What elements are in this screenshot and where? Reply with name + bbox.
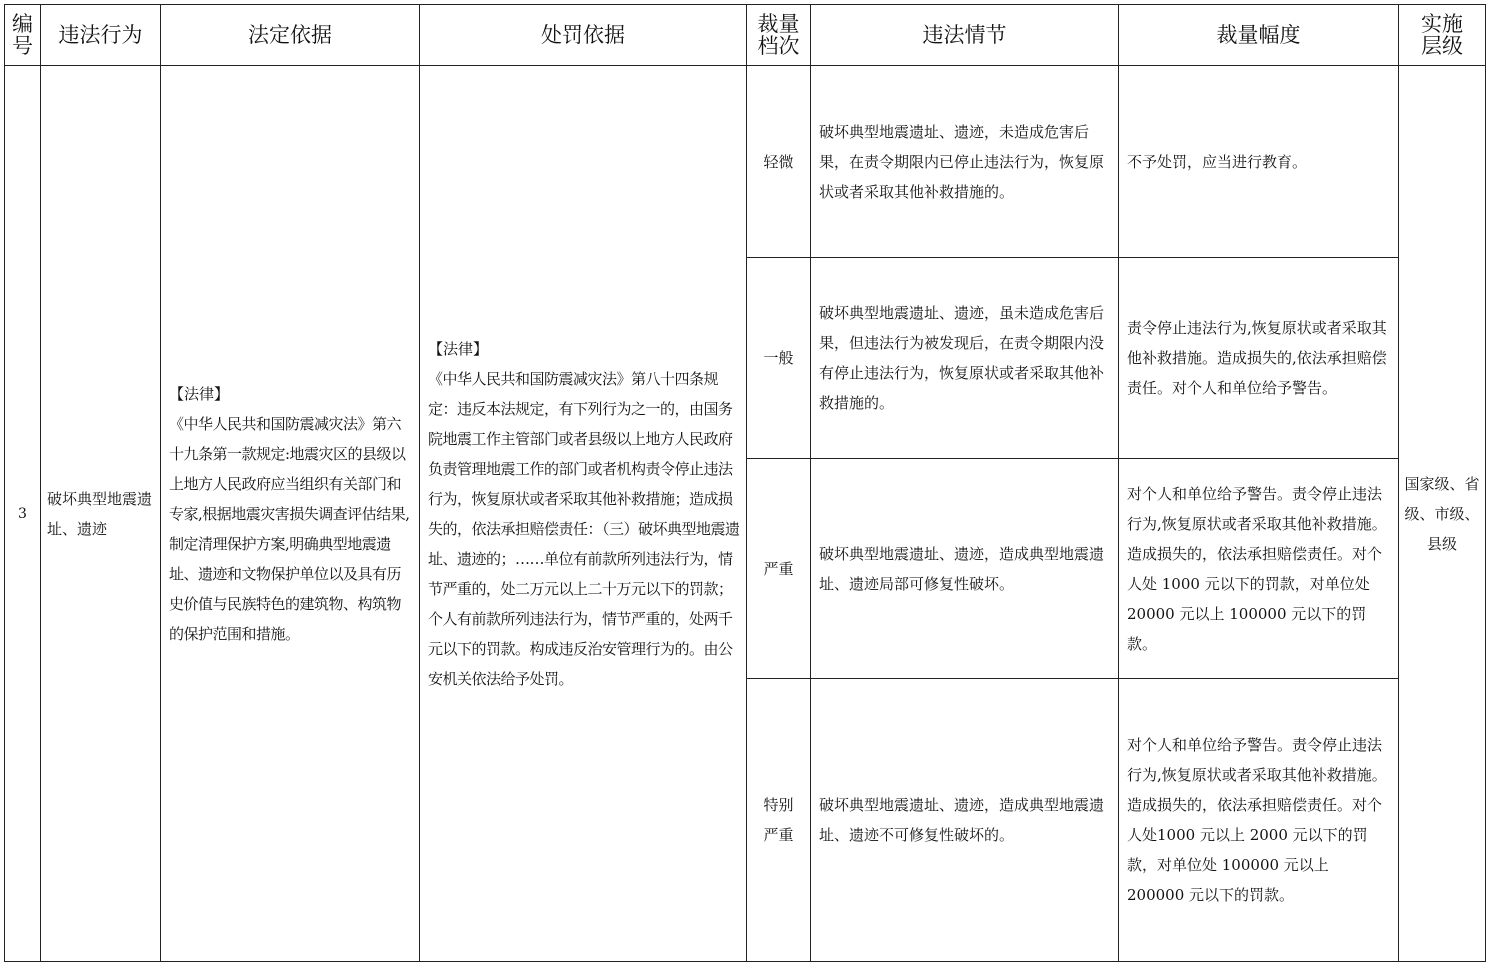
tier-circumstance: 破坏典型地震遗址、遗迹，造成典型地震遗址、遗迹不可修复性破坏的。 (811, 679, 1119, 962)
penalty-basis (420, 66, 747, 962)
legal-basis-text: 《中华人民共和国防震减灾法》第六十九条第一款规定:地震灾区的县级以上地方人民政府应当组织有关部门和专家,根据地震灾害损失调查评估结果,制定清理保护方案,明确典型地震遗址、遗迹和文物保护单位以及具有历史价值与民族特色的建筑物、构筑物的保护范围和措施。 (169, 414, 410, 643)
tier-level: 一般 (747, 258, 811, 459)
header-row (5, 5, 1486, 66)
penalty-basis-tag: 【法律】 (428, 339, 489, 358)
tier-level: 特别严重 (747, 679, 811, 962)
legal-basis-tag: 【法律】 (169, 384, 230, 403)
header-impl: 实施层级 (1399, 5, 1486, 66)
header-num: 编号 (5, 5, 41, 66)
penalty-basis-text: 《中华人民共和国防震减灾法》第八十四条规定：违反本法规定，有下列行为之一的，由国务院地震工作主管部门或者县级以上地方人民政府负责管理地震工作的部门或者机构责令停止违法行为，恢复原状或者采取其他补救措施；造成损失的，依法承担赔偿责任：（三）破坏典型地震遗址、遗迹的；……单位有前款所列违法行为，情节严重的，处二万元以上二十万元以下的罚款；个人有前款所列违法行为，情节严重的，处两千元以下的罚款。构成违反治安管理行为的。由公安机关依法给予处罚。 (428, 369, 740, 688)
tier-range: 对个人和单位给予警告。责令停止违法行为,恢复原状或者采取其他补救措施。造成损失的，依法承担赔偿责任。对个人处1000 元以上 2000 元以下的罚款，对单位处 100000 元以上 200000 元以下的罚款。 (1119, 679, 1399, 962)
header-legal-basis: 法定依据 (161, 5, 420, 66)
header-act: 违法行为 (41, 5, 161, 66)
tier-circumstance: 破坏典型地震遗址、遗迹，未造成危害后果，在责令期限内已停止违法行为，恢复原状或者采取其他补救措施的。 (811, 66, 1119, 258)
tier-range: 责令停止违法行为,恢复原状或者采取其他补救措施。造成损失的,依法承担赔偿责任。对个人和单位给予警告。 (1119, 258, 1399, 459)
tier-level: 轻微 (747, 66, 811, 258)
discretion-table (4, 4, 1486, 962)
legal-basis (161, 66, 420, 962)
header-circumstance: 违法情节 (811, 5, 1119, 66)
impl-level: 国家级、省级、市级、县级 (1399, 66, 1486, 962)
tier-circumstance: 破坏典型地震遗址、遗迹，虽未造成危害后果，但违法行为被发现后，在责令期限内没有停止违法行为，恢复原状或者采取其他补救措施的。 (811, 258, 1119, 459)
tier-range: 对个人和单位给予警告。责令停止违法行为,恢复原状或者采取其他补救措施。造成损失的，依法承担赔偿责任。对个人处 1000 元以下的罚款，对单位处 20000 元以上 100000 元以下的罚款。 (1119, 459, 1399, 679)
tier-range: 不予处罚，应当进行教育。 (1119, 66, 1399, 258)
row-num: 3 (5, 66, 41, 962)
tier-level: 严重 (747, 459, 811, 679)
header-penalty-basis: 处罚依据 (420, 5, 747, 66)
tier-row-1 (5, 66, 1486, 258)
header-level: 裁量档次 (747, 5, 811, 66)
tier-circumstance: 破坏典型地震遗址、遗迹，造成典型地震遗址、遗迹局部可修复性破坏。 (811, 459, 1119, 679)
header-range: 裁量幅度 (1119, 5, 1399, 66)
violation-act: 破坏典型地震遗址、遗迹 (41, 66, 161, 962)
